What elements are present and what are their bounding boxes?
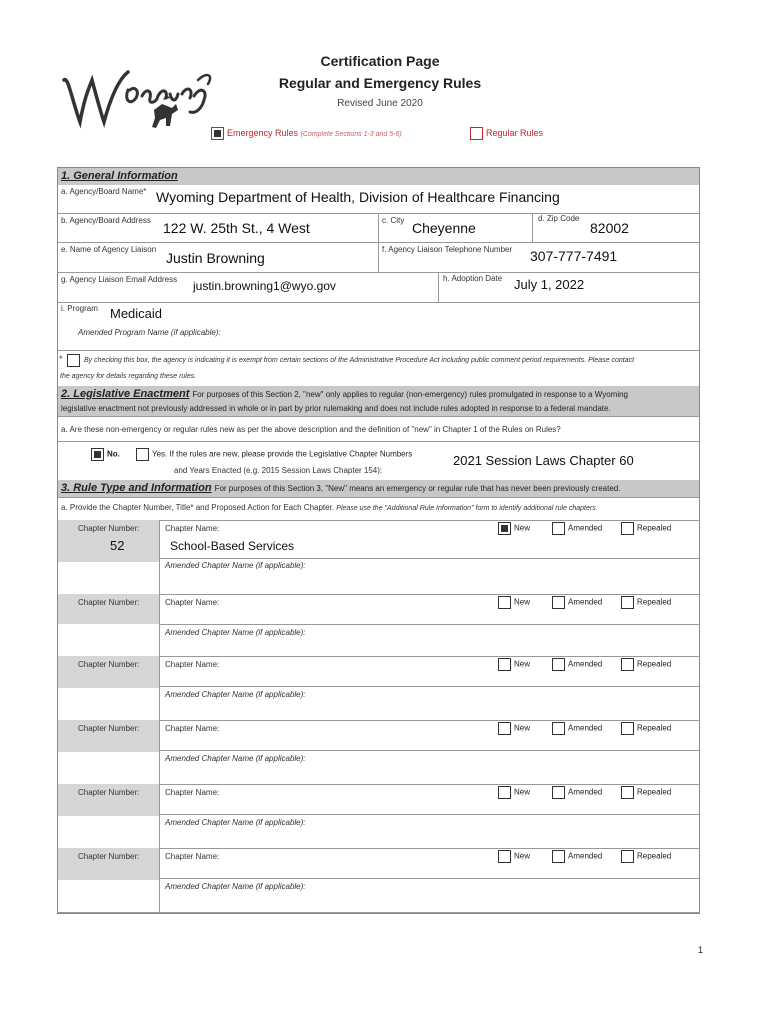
chapter-repealed-option[interactable]: Repealed [621,658,671,671]
section-2-header: 2. Legislative Enactment For purposes of this Section 2, "new" only applies to regular (non-emergency) rules promulgated in response to a Wyoming [58,386,699,403]
chapter-repealed-option[interactable]: Repealed [621,596,671,609]
chapter-repealed-option[interactable]: Repealed [621,850,671,863]
amended-program-label: Amended Program Name (if applicable): [78,328,221,337]
chapter-repealed-checkbox[interactable] [621,850,634,863]
regular-rules-option[interactable] [470,127,543,140]
amended-chapter-label: Amended Chapter Name (if applicable): [165,818,306,827]
chapter-amended-checkbox[interactable] [552,722,565,735]
chapter-new-option[interactable]: New [498,522,530,535]
chapter-name-label: Chapter Name: [165,852,220,861]
chapter-repealed-checkbox[interactable] [621,786,634,799]
liaison-name-field[interactable]: Justin Browning [166,250,265,266]
chapter-repealed-option[interactable]: Repealed [621,722,671,735]
regular-rules-label: Regular Rules [486,127,544,138]
chapter-name-label: Chapter Name: [165,660,220,669]
agency-address-field[interactable]: 122 W. 25th St., 4 West [163,220,310,236]
city-field[interactable]: Cheyenne [412,220,476,236]
legislative-no-option[interactable]: No. [91,448,120,461]
chapter-amended-option[interactable]: Amended [552,596,602,609]
chapter-amended-checkbox[interactable] [552,596,565,609]
agency-name-label: a. Agency/Board Name* [61,187,147,196]
emergency-rules-checkbox[interactable] [211,127,224,140]
chapter-new-option[interactable]: New [498,596,530,609]
exempt-note-line2: the agency for details regarding these rules. [60,373,197,380]
chapter-new-option[interactable]: New [498,786,530,799]
chapter-amended-option[interactable]: Amended [552,850,602,863]
emergency-rules-note: (Complete Sections 1-3 and 5-6) [300,130,402,138]
page-title: Certification Page [320,53,440,69]
liaison-phone-field[interactable]: 307-777-7491 [530,248,618,264]
amended-chapter-label: Amended Chapter Name (if applicable): [165,882,306,891]
chapter-amended-checkbox[interactable] [552,658,565,671]
chapter-new-checkbox[interactable] [498,596,511,609]
chapter-new-option[interactable]: New [498,722,530,735]
amended-chapter-label: Amended Chapter Name (if applicable): [165,628,306,637]
exempt-note-line1: By checking this box, the agency is indicating it is exempt from certain sections of the Administrative Procedure Act including public comment period requirements. Please contact [84,357,635,364]
chapter-amended-option[interactable]: Amended [552,658,602,671]
session-laws-field[interactable]: 2021 Session Laws Chapter 60 [453,453,634,468]
chapter-repealed-checkbox[interactable] [621,722,634,735]
chapter-instruction: a. Provide the Chapter Number, Title* and Proposed Action for Each Chapter. Please use the "Additional Rule Information" form to identify additional rule chapters. [61,503,598,512]
chapter-new-checkbox[interactable] [498,722,511,735]
chapter-number-label: Chapter Number: [78,660,140,669]
adoption-date-label: h. Adoption Date [443,274,503,283]
regular-rules-checkbox[interactable] [470,127,483,140]
chapter-amended-checkbox[interactable] [552,850,565,863]
bucking-horse-icon [58,50,218,145]
legislative-no-checkbox[interactable] [91,448,104,461]
chapter-number-label: Chapter Number: [78,724,140,733]
exempt-checkbox[interactable] [67,354,80,367]
chapter-new-checkbox[interactable] [498,522,511,535]
exempt-marker: * [59,354,63,364]
legislative-yes-option[interactable]: Yes. If the rules are new, please provide the Legislative Chapter Numbers [136,448,412,461]
chapter-new-option[interactable]: New [498,850,530,863]
chapter-number-label: Chapter Number: [78,788,140,797]
zip-code-field[interactable]: 82002 [590,220,629,236]
agency-name-field[interactable]: Wyoming Department of Health, Division of Healthcare Financing [156,189,560,205]
page-subtitle: Regular and Emergency Rules [278,75,482,91]
liaison-email-field[interactable]: justin.browning1@wyo.gov [193,279,336,293]
legislative-question: a. Are these non-emergency or regular rules new as per the above description and the definition of "new" in Chapter 1 of the Rules on Rules? [61,425,561,434]
chapter-number-field[interactable]: 52 [110,538,125,553]
legislative-yes-label-line2: and Years Enacted (e.g. 2015 Session Laws Chapter 154): [174,466,383,475]
wyoming-logo [58,50,218,145]
chapter-number-label: Chapter Number: [78,852,140,861]
chapter-amended-option[interactable]: Amended [552,522,602,535]
amended-chapter-label: Amended Chapter Name (if applicable): [165,561,306,570]
section-2-intro-line2: legislative enactment not previously addressed in whole or in part by prior rulemaking and does not include rules adopted in response to a federal mandate. [58,403,699,416]
chapter-number-label: Chapter Number: [78,524,140,533]
city-label: c. City [382,216,405,225]
liaison-name-label: e. Name of Agency Liaison [61,245,157,254]
section-3-header: 3. Rule Type and Information For purposes of this Section 3, "New" means an emergency or regular rule that has never been previously created. [58,480,699,497]
program-label: i. Program [61,304,98,313]
amended-chapter-label: Amended Chapter Name (if applicable): [165,690,306,699]
chapter-new-checkbox[interactable] [498,658,511,671]
zip-code-label: d. Zip Code [538,214,580,223]
certification-form [57,167,700,914]
chapter-amended-option[interactable]: Amended [552,722,602,735]
revised-date: Revised June 2020 [337,98,423,109]
chapter-amended-option[interactable]: Amended [552,786,602,799]
chapter-repealed-option[interactable]: Repealed [621,522,671,535]
adoption-date-field[interactable]: July 1, 2022 [514,277,585,292]
page-number: 1 [698,945,704,955]
legislative-yes-checkbox[interactable] [136,448,149,461]
emergency-rules-label: Emergency Rules [227,127,299,138]
program-field[interactable]: Medicaid [110,306,163,321]
agency-address-label: b. Agency/Board Address [61,216,151,225]
chapter-name-label: Chapter Name: [165,524,220,533]
chapter-new-option[interactable]: New [498,658,530,671]
chapter-repealed-checkbox[interactable] [621,596,634,609]
chapter-repealed-checkbox[interactable] [621,658,634,671]
chapter-amended-checkbox[interactable] [552,786,565,799]
chapter-name-label: Chapter Name: [165,724,220,733]
section-1-header: 1. General Information [58,168,699,185]
liaison-phone-label: f. Agency Liaison Telephone Number [382,245,513,254]
chapter-amended-checkbox[interactable] [552,522,565,535]
liaison-email-label: g. Agency Liaison Email Address [61,275,178,284]
amended-chapter-label: Amended Chapter Name (if applicable): [165,754,306,763]
chapter-name-field[interactable]: School-Based Services [170,539,295,553]
chapter-repealed-option[interactable]: Repealed [621,786,671,799]
chapter-new-checkbox[interactable] [498,850,511,863]
chapter-name-label: Chapter Name: [165,598,220,607]
chapter-repealed-checkbox[interactable] [621,522,634,535]
chapter-name-label: Chapter Name: [165,788,220,797]
chapter-new-checkbox[interactable] [498,786,511,799]
emergency-rules-option[interactable] [211,127,402,140]
chapter-number-label: Chapter Number: [78,598,140,607]
